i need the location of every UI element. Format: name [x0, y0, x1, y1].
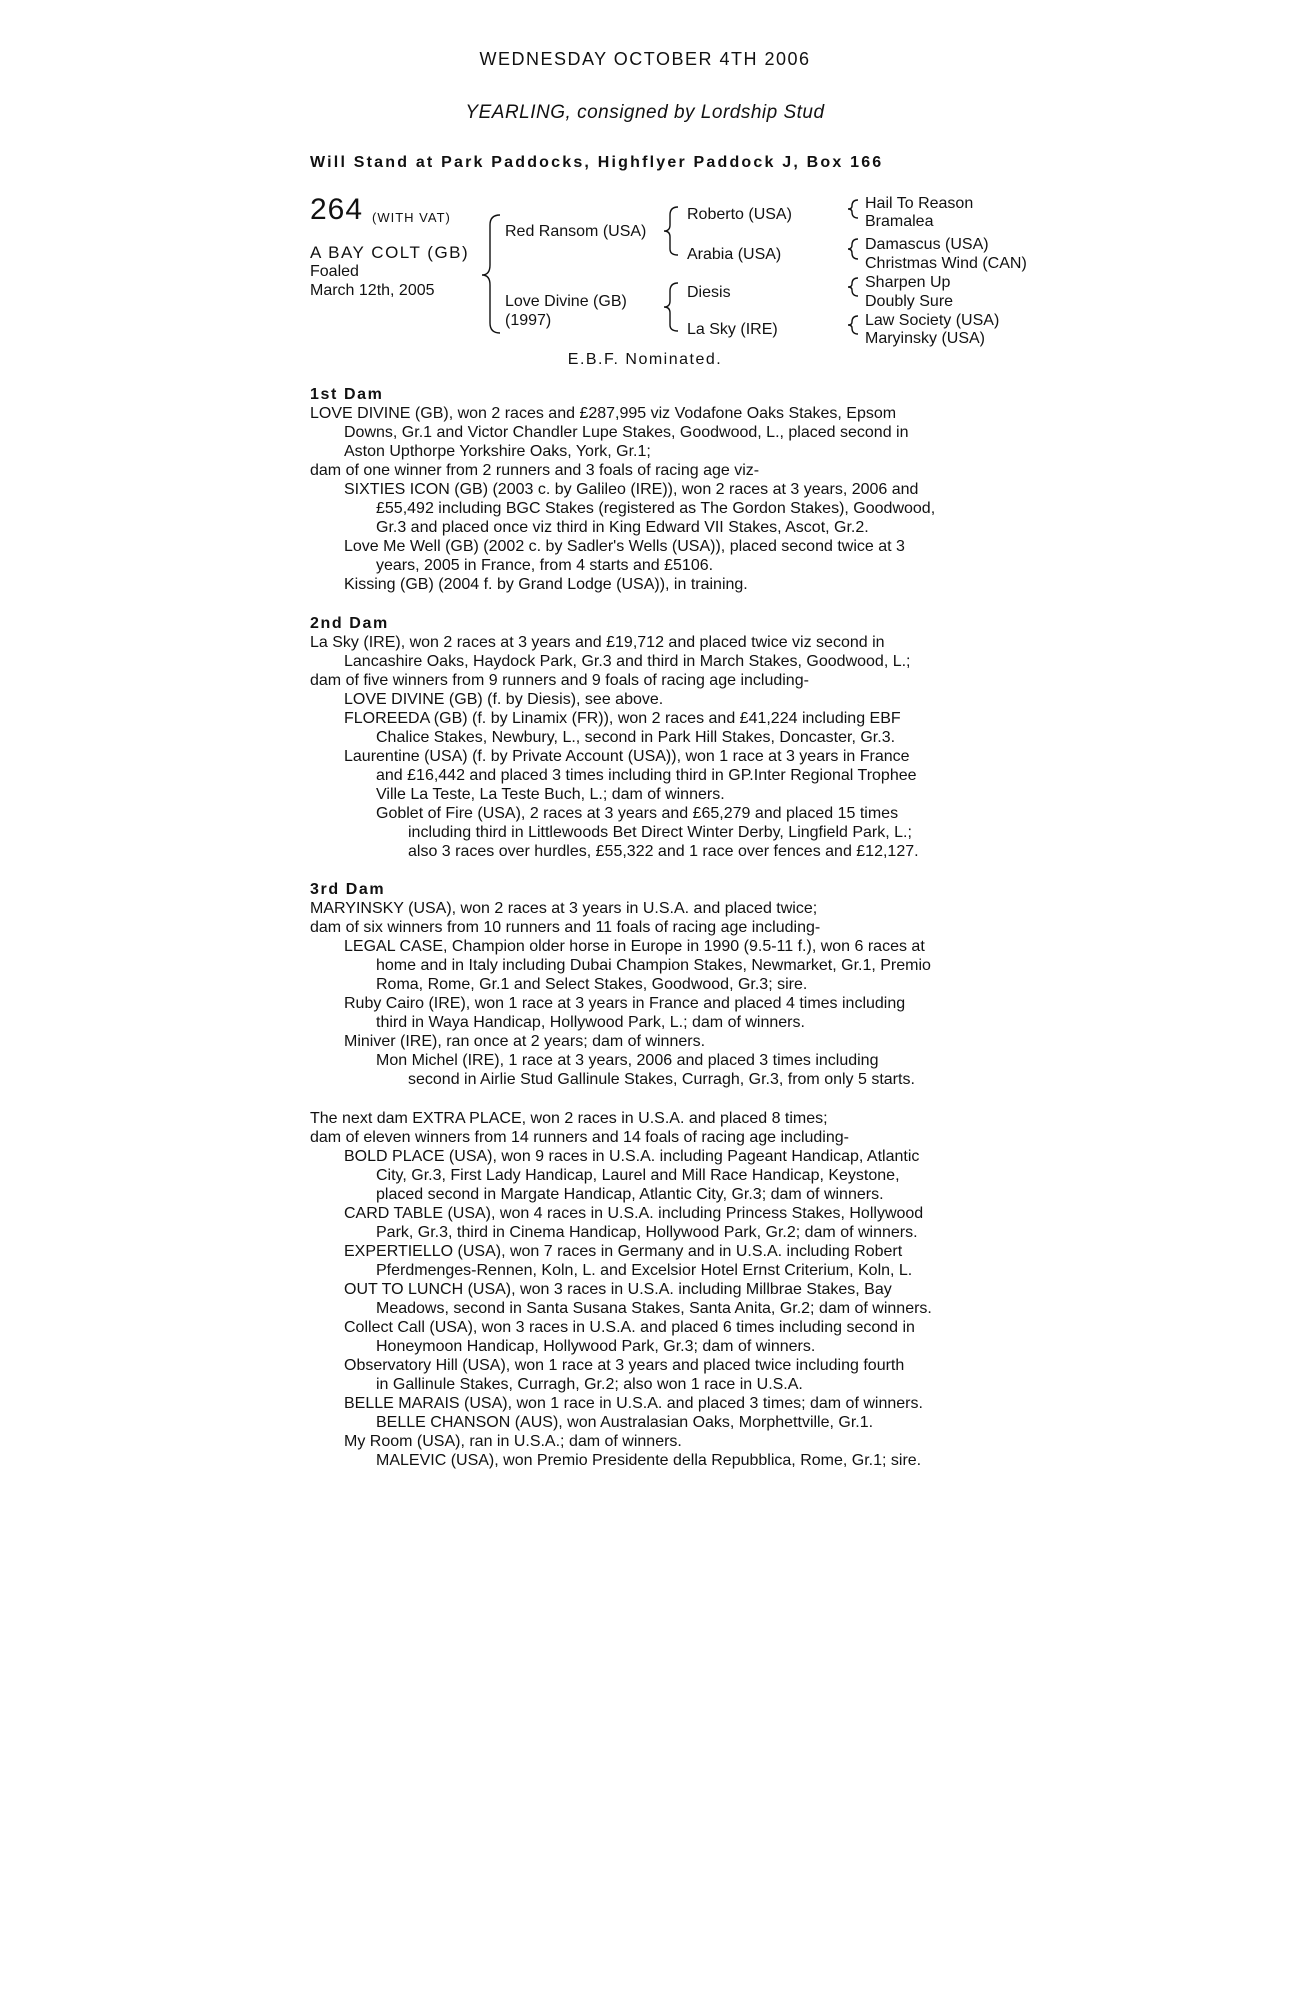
lot-subtitle: YEARLING, consigned by Lordship Stud	[465, 102, 825, 123]
next-dam-line: BELLE MARAIS (USA), won 1 race in U.S.A. and placed 3 times; dam of winners.	[344, 1395, 923, 1412]
next-dam-line: OUT TO LUNCH (USA), won 3 races in U.S.A. including Millbrae Stakes, Bay	[344, 1281, 892, 1298]
third-dam-line: Miniver (IRE), ran once at 2 years; dam of winners.	[344, 1033, 706, 1050]
next-dam-line: placed second in Margate Handicap, Atlantic City, Gr.3; dam of winners.	[376, 1186, 884, 1203]
pedigree-gen2-2: Diesis	[687, 284, 731, 301]
pedigree-gen3-3: Christmas Wind (CAN)	[865, 255, 1027, 272]
next-dam-line: CARD TABLE (USA), won 4 races in U.S.A. including Princess Stakes, Hollywood	[344, 1205, 924, 1222]
second-dam-line: and £16,442 and placed 3 times including third in GP.Inter Regional Trophee	[376, 767, 917, 784]
second-dam-line: Chalice Stakes, Newbury, L., second in Park Hill Stakes, Doncaster, Gr.3.	[376, 729, 896, 746]
sire-name: Red Ransom (USA)	[505, 223, 647, 240]
stable-location: Will Stand at Park Paddocks, Highflyer Paddock J, Box 166	[310, 154, 884, 171]
first-dam-line: Kissing (GB) (2004 f. by Grand Lodge (USA)), in training.	[344, 576, 748, 593]
third-dam-section	[310, 880, 1010, 1089]
first-dam-line: years, 2005 in France, from 4 starts and £5106.	[376, 557, 714, 574]
next-dam-line: MALEVIC (USA), won Premio Presidente della Repubblica, Rome, Gr.1; sire.	[376, 1452, 922, 1469]
third-dam-line: third in Waya Handicap, Hollywood Park, L.; dam of winners.	[376, 1014, 805, 1031]
ebf-nominated: E.B.F. Nominated.	[567, 351, 723, 368]
second-dam-line: dam of five winners from 9 runners and 9 foals of racing age including-	[310, 672, 809, 689]
second-dam-heading: 2nd Dam	[310, 615, 389, 632]
third-dam-heading: 3rd Dam	[310, 881, 386, 898]
sale-date: WEDNESDAY OCTOBER 4TH 2006	[479, 49, 811, 69]
second-dam-line: including third in Littlewoods Bet Direct Winter Derby, Lingfield Park, L.;	[408, 824, 912, 841]
first-dam-line: Aston Upthorpe Yorkshire Oaks, York, Gr.1;	[344, 443, 651, 460]
next-dam-line: in Gallinule Stakes, Curragh, Gr.2; also won 1 race in U.S.A.	[376, 1376, 803, 1393]
first-dam-line: LOVE DIVINE (GB), won 2 races and £287,995 viz Vodafone Oaks Stakes, Epsom	[310, 405, 897, 422]
foaled-date: March 12th, 2005	[310, 282, 435, 299]
next-dam-line: My Room (USA), ran in U.S.A.; dam of winners.	[344, 1433, 682, 1450]
first-dam-line: Love Me Well (GB) (2002 c. by Sadler's Wells (USA)), placed second twice at 3	[344, 538, 905, 555]
dam-year: (1997)	[505, 312, 552, 329]
third-dam-line: Mon Michel (IRE), 1 race at 3 years, 2006 and placed 3 times including	[376, 1052, 879, 1069]
next-dam-line: The next dam EXTRA PLACE, won 2 races in U.S.A. and placed 8 times;	[310, 1110, 828, 1127]
next-dam-line: Park, Gr.3, third in Cinema Handicap, Hollywood Park, Gr.2; dam of winners.	[376, 1224, 918, 1241]
first-dam-section	[310, 385, 1010, 594]
pedigree-gen3-6: Law Society (USA)	[865, 312, 1000, 329]
foaled-label: Foaled	[310, 263, 359, 280]
next-dam-line: Meadows, second in Santa Susana Stakes, Santa Anita, Gr.2; dam of winners.	[376, 1300, 932, 1317]
pedigree-gen3-7: Maryinsky (USA)	[865, 330, 986, 347]
vat-note: (WITH VAT)	[372, 210, 451, 225]
second-dam-line: Lancashire Oaks, Haydock Park, Gr.3 and third in March Stakes, Goodwood, L.;	[344, 653, 911, 670]
third-dam-line: home and in Italy including Dubai Champion Stakes, Newmarket, Gr.1, Premio	[376, 957, 931, 974]
pedigree-gen3-4: Sharpen Up	[865, 274, 951, 291]
pedigree-gen2-1: Arabia (USA)	[687, 246, 782, 263]
third-dam-line: second in Airlie Stud Gallinule Stakes, Curragh, Gr.3, from only 5 starts.	[408, 1071, 915, 1088]
first-dam-heading: 1st Dam	[310, 386, 384, 403]
second-dam-line: La Sky (IRE), won 2 races at 3 years and £19,712 and placed twice viz second in	[310, 634, 885, 651]
second-dam-line: Laurentine (USA) (f. by Private Account (USA)), won 1 race at 3 years in France	[344, 748, 910, 765]
pedigree-gen2-3: La Sky (IRE)	[687, 321, 778, 338]
pedigree-gen3-0: Hail To Reason	[865, 195, 974, 212]
dam-name: Love Divine (GB)	[505, 293, 627, 310]
pedigree-gen3-5: Doubly Sure	[865, 293, 954, 310]
next-dam-line: Honeymoon Handicap, Hollywood Park, Gr.3; dam of winners.	[376, 1338, 816, 1355]
next-dam-line: BELLE CHANSON (AUS), won Australasian Oaks, Morphettville, Gr.1.	[376, 1414, 874, 1431]
pedigree-gen3-1: Bramalea	[865, 213, 934, 230]
second-dam-line: also 3 races over hurdles, £55,322 and 1 race over fences and £12,127.	[408, 843, 919, 860]
pedigree-gen2-0: Roberto (USA)	[687, 206, 792, 223]
first-dam-line: £55,492 including BGC Stakes (registered as The Gordon Stakes), Goodwood,	[376, 500, 936, 517]
second-dam-line: LOVE DIVINE (GB) (f. by Diesis), see above.	[344, 691, 664, 708]
next-dam-line: Pferdmenges-Rennen, Koln, L. and Excelsior Hotel Ernst Criterium, Koln, L.	[376, 1262, 913, 1279]
third-dam-line: Ruby Cairo (IRE), won 1 race at 3 years in France and placed 4 times including	[344, 995, 906, 1012]
next-dam-line: City, Gr.3, First Lady Handicap, Laurel and Mill Race Handicap, Keystone,	[376, 1167, 900, 1184]
first-dam-line: Downs, Gr.1 and Victor Chandler Lupe Stakes, Goodwood, L., placed second in	[344, 424, 909, 441]
second-dam-line: FLOREEDA (GB) (f. by Linamix (FR)), won 2 races and £41,224 including EBF	[344, 710, 901, 727]
next-dam-line: dam of eleven winners from 14 runners and 14 foals of racing age including-	[310, 1129, 849, 1146]
next-dam-line: Observatory Hill (USA), won 1 race at 3 years and placed twice including fourth	[344, 1357, 905, 1374]
next-dam-line: EXPERTIELLO (USA), won 7 races in Germany and in U.S.A. including Robert	[344, 1243, 903, 1260]
next-dam-section	[310, 1109, 1010, 1470]
first-dam-line: dam of one winner from 2 runners and 3 foals of racing age viz-	[310, 462, 760, 479]
next-dam-line: Collect Call (USA), won 3 races in U.S.A. and placed 6 times including second in	[344, 1319, 915, 1336]
next-dam-line: BOLD PLACE (USA), won 9 races in U.S.A. including Pageant Handicap, Atlantic	[344, 1148, 920, 1165]
second-dam-section	[310, 614, 1010, 861]
third-dam-line: MARYINSKY (USA), won 2 races at 3 years in U.S.A. and placed twice;	[310, 900, 818, 917]
lot-number: 264	[310, 193, 364, 226]
third-dam-line: Roma, Rome, Gr.1 and Select Stakes, Goodwood, Gr.3; sire.	[376, 976, 808, 993]
pedigree-gen3-2: Damascus (USA)	[865, 236, 989, 253]
lot-name: A BAY COLT (GB)	[310, 243, 470, 262]
first-dam-line: Gr.3 and placed once viz third in King Edward VII Stakes, Ascot, Gr.2.	[376, 519, 869, 536]
second-dam-line: Ville La Teste, La Teste Buch, L.; dam of winners.	[376, 786, 725, 803]
third-dam-line: LEGAL CASE, Champion older horse in Europe in 1990 (9.5-11 f.), won 6 races at	[344, 938, 925, 955]
first-dam-line: SIXTIES ICON (GB) (2003 c. by Galileo (IRE)), won 2 races at 3 years, 2006 and	[344, 481, 919, 498]
second-dam-line: Goblet of Fire (USA), 2 races at 3 years and £65,279 and placed 15 times	[376, 805, 899, 822]
third-dam-line: dam of six winners from 10 runners and 11 foals of racing age including-	[310, 919, 821, 936]
